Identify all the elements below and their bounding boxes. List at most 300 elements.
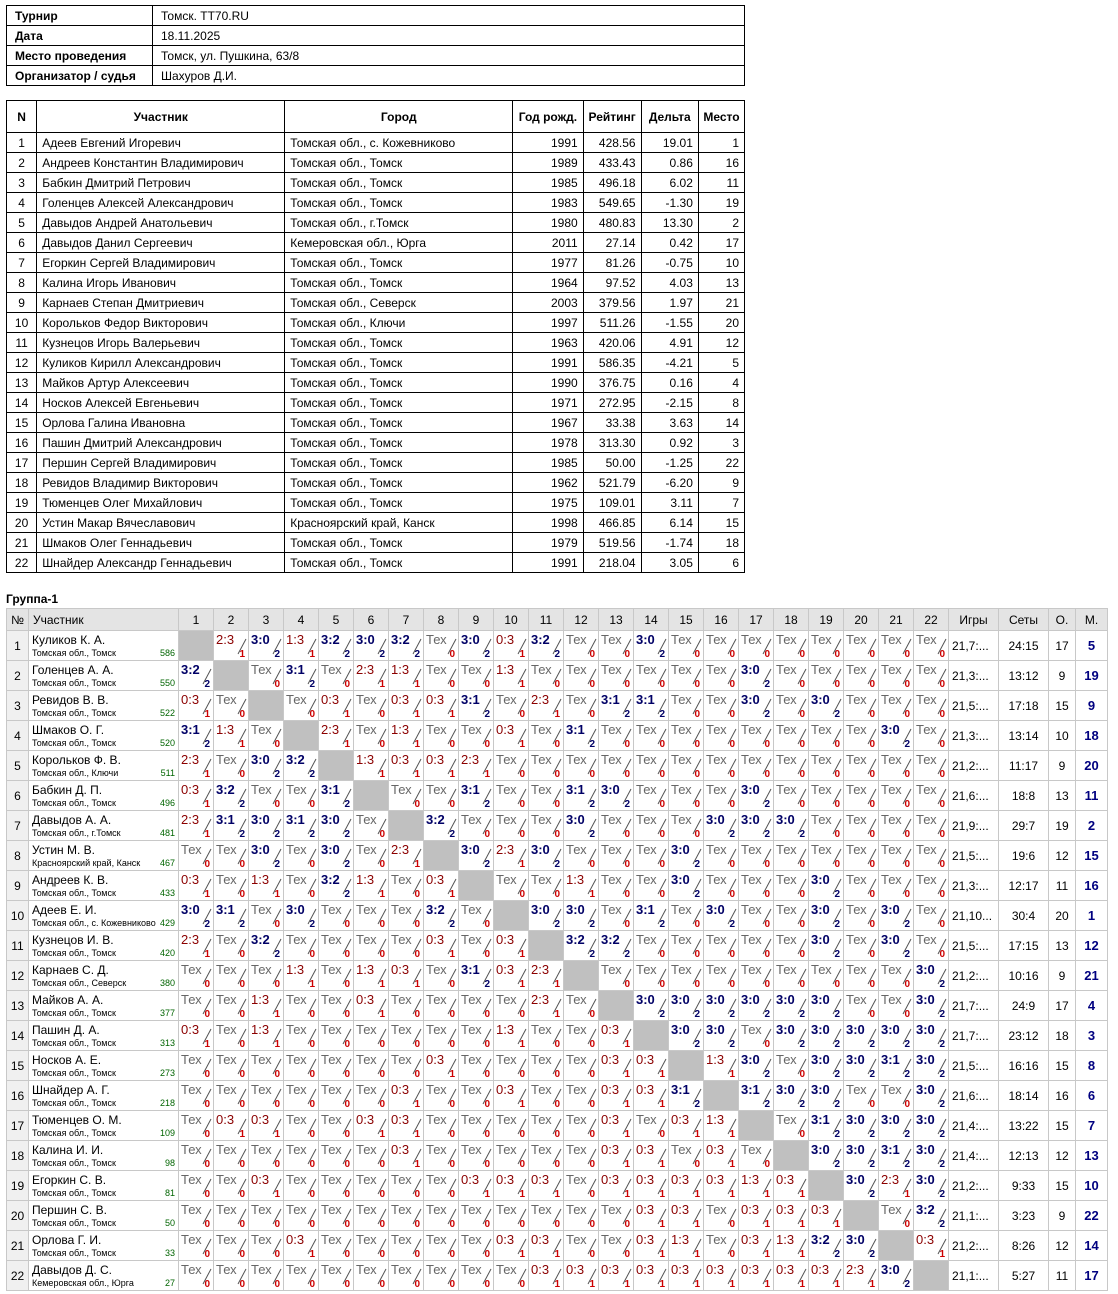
match-points: 2 xyxy=(904,919,910,930)
match-result-cell xyxy=(319,1051,354,1081)
match-score: Тех xyxy=(286,1262,307,1277)
match-points: 0 xyxy=(904,1009,910,1020)
grid-header: Игры xyxy=(949,609,999,631)
participant-cell: Адеев Евгений Игоревич xyxy=(37,133,285,153)
match-result-cell xyxy=(844,1081,879,1111)
match-points: 1 xyxy=(764,1279,770,1290)
match-points: 2 xyxy=(239,829,245,840)
participant-cell: 379.56 xyxy=(583,293,641,313)
match-points: 0 xyxy=(834,859,840,870)
match-score: 3:0 xyxy=(811,902,830,917)
match-score: Тех xyxy=(356,902,377,917)
row-number: 7 xyxy=(7,811,29,841)
match-points: 1 xyxy=(729,1129,735,1140)
participant-cell: Томская обл., Северск xyxy=(285,293,513,313)
participant-cell: Томская обл., Томск xyxy=(285,553,513,573)
match-score: 3:0 xyxy=(846,1112,865,1127)
match-result-cell xyxy=(179,661,214,691)
match-points: 0 xyxy=(764,949,770,960)
match-result-cell xyxy=(319,1231,354,1261)
match-points: 2 xyxy=(309,829,315,840)
match-score: 0:3 xyxy=(531,1262,550,1277)
player-rating: 586 xyxy=(159,648,175,658)
match-score: Тех xyxy=(671,932,692,947)
match-result-cell xyxy=(739,1261,774,1291)
row-number: 17 xyxy=(7,1111,29,1141)
match-score: Тех xyxy=(426,1202,447,1217)
match-points: 0 xyxy=(204,1099,210,1110)
participant-cell: 1979 xyxy=(513,533,584,553)
match-points: 2 xyxy=(764,1009,770,1020)
match-score: 0:3 xyxy=(181,782,200,797)
match-result-cell xyxy=(319,781,354,811)
participants-header: Год рожд. xyxy=(513,101,584,133)
match-result-cell xyxy=(284,901,319,931)
match-points: 2 xyxy=(449,919,455,930)
match-score: 1:3 xyxy=(251,1022,270,1037)
player-cell xyxy=(29,901,179,931)
match-points: 0 xyxy=(554,1069,560,1080)
match-points: 0 xyxy=(379,1069,385,1080)
match-result-cell xyxy=(914,871,949,901)
match-score: 3:0 xyxy=(881,902,900,917)
match-points: 2 xyxy=(659,709,665,720)
participant-cell: Корольков Федор Викторович xyxy=(37,313,285,333)
games-cell: 21,5:... xyxy=(949,841,999,871)
match-result-cell xyxy=(214,931,249,961)
match-score: Тех xyxy=(391,992,412,1007)
match-score: Тех xyxy=(391,1052,412,1067)
match-result-cell xyxy=(529,721,564,751)
grid-row xyxy=(7,1141,1108,1171)
match-score: Тех xyxy=(216,1142,237,1157)
place-cell: 12 xyxy=(1076,931,1108,961)
match-result-cell xyxy=(319,1111,354,1141)
match-score: 1:3 xyxy=(286,962,305,977)
place-cell: 19 xyxy=(1076,661,1108,691)
match-points: 1 xyxy=(414,679,420,690)
match-score: Тех xyxy=(251,902,272,917)
participant-cell: 0.16 xyxy=(641,373,698,393)
participant-cell: 20 xyxy=(698,313,744,333)
match-points: 0 xyxy=(659,979,665,990)
match-score: Тех xyxy=(251,1232,272,1247)
match-points: 0 xyxy=(834,799,840,810)
match-result-cell xyxy=(809,901,844,931)
grid-header: 12 xyxy=(564,609,599,631)
match-score: Тех xyxy=(321,962,342,977)
match-points: 1 xyxy=(659,1249,665,1260)
participant-cell: 511.26 xyxy=(583,313,641,333)
match-result-cell xyxy=(284,1021,319,1051)
match-points: 0 xyxy=(484,1039,490,1050)
player-name: Орлова Г. И. xyxy=(32,1233,102,1247)
participant-cell: 19 xyxy=(7,493,37,513)
match-result-cell xyxy=(669,781,704,811)
match-points: 0 xyxy=(309,709,315,720)
match-score: 3:0 xyxy=(636,992,655,1007)
match-points: 0 xyxy=(379,1099,385,1110)
match-result-cell xyxy=(564,871,599,901)
points-cell: 13 xyxy=(1049,931,1076,961)
player-city: Томская обл., Томск xyxy=(32,1248,116,1258)
participant-row xyxy=(7,173,745,193)
participant-cell: Томская обл., с. Кожевниково xyxy=(285,133,513,153)
points-cell: 17 xyxy=(1049,991,1076,1021)
participant-cell: 376.75 xyxy=(583,373,641,393)
player-city: Томская обл., Томск xyxy=(32,1038,116,1048)
match-points: 0 xyxy=(799,1129,805,1140)
match-points: 2 xyxy=(939,1219,945,1230)
match-score: 0:3 xyxy=(426,1052,445,1067)
match-score: 1:3 xyxy=(251,992,270,1007)
points-cell: 9 xyxy=(1049,1201,1076,1231)
match-score: 3:1 xyxy=(811,1112,830,1127)
match-result-cell xyxy=(914,1051,949,1081)
match-result-cell xyxy=(599,871,634,901)
match-result-cell xyxy=(704,811,739,841)
match-points: 0 xyxy=(554,739,560,750)
match-score: Тех xyxy=(496,872,517,887)
match-points: 2 xyxy=(274,829,280,840)
match-result-cell xyxy=(249,1111,284,1141)
match-points: 0 xyxy=(449,799,455,810)
match-result-cell xyxy=(389,841,424,871)
match-points: 0 xyxy=(309,1219,315,1230)
match-points: 0 xyxy=(449,1129,455,1140)
match-points: 1 xyxy=(309,979,315,990)
match-score: 0:3 xyxy=(391,752,410,767)
match-score: 3:0 xyxy=(811,1082,830,1097)
match-points: 0 xyxy=(729,889,735,900)
match-result-cell xyxy=(494,781,529,811)
games-cell: 21,6:... xyxy=(949,781,999,811)
match-points: 0 xyxy=(624,919,630,930)
player-rating: 467 xyxy=(159,858,175,868)
participant-cell: 27.14 xyxy=(583,233,641,253)
match-score: 3:0 xyxy=(881,1022,900,1037)
match-result-cell xyxy=(494,991,529,1021)
participant-cell: 16 xyxy=(7,433,37,453)
match-result-cell xyxy=(739,901,774,931)
match-points: 0 xyxy=(939,769,945,780)
match-points: 0 xyxy=(694,919,700,930)
match-points: 0 xyxy=(589,1189,595,1200)
match-points: 0 xyxy=(554,799,560,810)
match-score: 3:0 xyxy=(671,842,690,857)
match-points: 2 xyxy=(624,799,630,810)
row-number: 16 xyxy=(7,1081,29,1111)
match-points: 0 xyxy=(484,1129,490,1140)
match-score: 3:1 xyxy=(636,902,655,917)
grid-row xyxy=(7,661,1108,691)
match-result-cell xyxy=(459,961,494,991)
match-score: Тех xyxy=(636,932,657,947)
match-score: Тех xyxy=(601,722,622,737)
match-points: 2 xyxy=(729,829,735,840)
match-score: Тех xyxy=(846,722,867,737)
match-score: Тех xyxy=(216,842,237,857)
grid-row xyxy=(7,841,1108,871)
match-points: 1 xyxy=(799,1219,805,1230)
match-result-cell xyxy=(354,931,389,961)
match-result-cell xyxy=(249,781,284,811)
match-score: Тех xyxy=(531,1142,552,1157)
match-points: 0 xyxy=(939,829,945,840)
match-score: 3:1 xyxy=(601,692,620,707)
match-result-cell xyxy=(319,1171,354,1201)
match-result-cell xyxy=(739,1141,774,1171)
match-result-cell xyxy=(564,1051,599,1081)
match-result-cell xyxy=(879,661,914,691)
match-result-cell xyxy=(704,631,739,661)
match-score: Тех xyxy=(881,662,902,677)
match-points: 0 xyxy=(694,679,700,690)
match-points: 1 xyxy=(344,739,350,750)
match-result-cell xyxy=(424,721,459,751)
match-score: 3:0 xyxy=(916,1052,935,1067)
match-points: 2 xyxy=(659,919,665,930)
match-result-cell xyxy=(879,961,914,991)
match-result-cell xyxy=(249,931,284,961)
participant-cell: 496.18 xyxy=(583,173,641,193)
match-result-cell xyxy=(669,901,704,931)
match-score: Тех xyxy=(601,1232,622,1247)
match-result-cell xyxy=(879,1141,914,1171)
player-rating: 109 xyxy=(159,1128,175,1138)
player-cell xyxy=(29,631,179,661)
info-row xyxy=(7,6,745,26)
match-score: Тех xyxy=(426,1262,447,1277)
match-score: Тех xyxy=(636,662,657,677)
grid-header: М. xyxy=(1076,609,1108,631)
match-points: 0 xyxy=(729,739,735,750)
match-score: 3:1 xyxy=(671,1082,690,1097)
match-result-cell xyxy=(564,721,599,751)
match-score: 3:0 xyxy=(706,992,725,1007)
match-score: 3:0 xyxy=(811,932,830,947)
match-result-cell xyxy=(214,961,249,991)
match-result-cell xyxy=(459,1111,494,1141)
match-result-cell xyxy=(214,871,249,901)
match-result-cell xyxy=(389,871,424,901)
match-result-cell xyxy=(494,751,529,781)
match-score: Тех xyxy=(636,1112,657,1127)
match-points: 0 xyxy=(939,709,945,720)
match-score: Тех xyxy=(181,1262,202,1277)
match-points: 1 xyxy=(344,709,350,720)
match-score: Тех xyxy=(846,752,867,767)
row-number: 4 xyxy=(7,721,29,751)
match-points: 0 xyxy=(379,1159,385,1170)
match-points: 2 xyxy=(904,949,910,960)
match-result-cell xyxy=(319,661,354,691)
games-cell: 21,7:... xyxy=(949,1021,999,1051)
match-points: 0 xyxy=(344,919,350,930)
match-score: Тех xyxy=(741,872,762,887)
player-cell xyxy=(29,691,179,721)
match-result-cell xyxy=(459,931,494,961)
match-score: Тех xyxy=(531,1022,552,1037)
match-points: 0 xyxy=(939,889,945,900)
participant-cell: Томская обл., Томск xyxy=(285,153,513,173)
match-result-cell xyxy=(424,991,459,1021)
match-score: Тех xyxy=(391,782,412,797)
match-points: 0 xyxy=(379,1219,385,1230)
match-result-cell xyxy=(319,691,354,721)
match-points: 1 xyxy=(379,769,385,780)
match-result-cell xyxy=(389,1201,424,1231)
match-points: 0 xyxy=(904,979,910,990)
match-result-cell xyxy=(774,901,809,931)
match-result-cell xyxy=(599,691,634,721)
match-points: 0 xyxy=(869,769,875,780)
match-score: Тех xyxy=(216,752,237,767)
match-points: 0 xyxy=(939,799,945,810)
match-points: 1 xyxy=(519,649,525,660)
match-score: Тех xyxy=(461,1142,482,1157)
match-score: Тех xyxy=(706,632,727,647)
match-points: 1 xyxy=(309,1249,315,1260)
match-result-cell xyxy=(459,901,494,931)
match-result-cell xyxy=(459,841,494,871)
place-cell: 3 xyxy=(1076,1021,1108,1051)
participant-cell: 9 xyxy=(698,473,744,493)
match-score: Тех xyxy=(496,1112,517,1127)
match-result-cell xyxy=(214,781,249,811)
match-score: Тех xyxy=(706,1202,727,1217)
participant-cell: -1.30 xyxy=(641,193,698,213)
match-result-cell xyxy=(739,1171,774,1201)
match-result-cell xyxy=(284,1141,319,1171)
match-points: 1 xyxy=(694,1279,700,1290)
participant-cell: Томская обл., Томск xyxy=(285,533,513,553)
match-result-cell xyxy=(809,1021,844,1051)
player-name: Бабкин Д. П. xyxy=(32,783,103,797)
participant-cell: 3.63 xyxy=(641,413,698,433)
match-points: 1 xyxy=(834,1219,840,1230)
match-points: 2 xyxy=(939,1129,945,1140)
match-points: 0 xyxy=(834,829,840,840)
match-score: Тех xyxy=(741,842,762,857)
match-points: 0 xyxy=(309,889,315,900)
match-result-cell xyxy=(774,691,809,721)
match-result-cell xyxy=(319,841,354,871)
participants-header: Место xyxy=(698,101,744,133)
match-result-cell xyxy=(844,691,879,721)
match-result-cell xyxy=(599,1171,634,1201)
match-score: Тех xyxy=(776,752,797,767)
match-points: 2 xyxy=(344,799,350,810)
games-cell: 21,2:... xyxy=(949,1171,999,1201)
match-score: Тех xyxy=(776,722,797,737)
match-score: 0:3 xyxy=(636,1142,655,1157)
match-score: Тех xyxy=(846,692,867,707)
match-result-cell xyxy=(634,1201,669,1231)
match-result-cell xyxy=(354,871,389,901)
match-result-cell xyxy=(634,871,669,901)
match-result-cell xyxy=(879,751,914,781)
match-result-cell xyxy=(214,691,249,721)
match-score: Тех xyxy=(811,752,832,767)
participant-cell: Шнайдер Александр Геннадьевич xyxy=(37,553,285,573)
match-points: 2 xyxy=(869,1069,875,1080)
player-name: Шнайдер А. Г. xyxy=(32,1083,110,1097)
player-city: Томская обл., Томск xyxy=(32,1008,116,1018)
match-points: 0 xyxy=(869,859,875,870)
participants-header: Рейтинг xyxy=(583,101,641,133)
match-points: 0 xyxy=(379,709,385,720)
match-points: 0 xyxy=(869,1009,875,1020)
match-result-cell xyxy=(844,991,879,1021)
match-result-cell xyxy=(214,811,249,841)
match-points: 2 xyxy=(344,859,350,870)
match-score: 1:3 xyxy=(671,1232,690,1247)
match-score: Тех xyxy=(706,692,727,707)
match-result-cell xyxy=(424,961,459,991)
match-score: 3:0 xyxy=(881,1262,900,1277)
match-score: 0:3 xyxy=(741,1262,760,1277)
match-points: 1 xyxy=(204,799,210,810)
match-score: Тех xyxy=(881,962,902,977)
match-points: 0 xyxy=(799,709,805,720)
match-score: Тех xyxy=(461,1052,482,1067)
match-points: 0 xyxy=(239,949,245,960)
participant-cell: 0.92 xyxy=(641,433,698,453)
match-points: 2 xyxy=(204,739,210,750)
match-points: 0 xyxy=(729,709,735,720)
match-score: Тех xyxy=(601,662,622,677)
match-result-cell xyxy=(284,1261,319,1291)
match-score: Тех xyxy=(601,842,622,857)
match-score: Тех xyxy=(181,1172,202,1187)
match-result-cell xyxy=(459,1231,494,1261)
match-score: 3:0 xyxy=(741,662,760,677)
match-points: 1 xyxy=(484,1189,490,1200)
match-result-cell xyxy=(879,901,914,931)
match-score: 0:3 xyxy=(426,752,445,767)
match-score: Тех xyxy=(881,692,902,707)
sets-cell: 11:17 xyxy=(999,751,1049,781)
participant-cell: 5 xyxy=(7,213,37,233)
match-points: 2 xyxy=(939,1069,945,1080)
match-score: Тех xyxy=(461,1202,482,1217)
match-score: Тех xyxy=(216,692,237,707)
participant-cell: -0.75 xyxy=(641,253,698,273)
participants-header: Город xyxy=(285,101,513,133)
match-points: 0 xyxy=(799,859,805,870)
match-score: 0:3 xyxy=(181,692,200,707)
match-score: Тех xyxy=(356,842,377,857)
match-result-cell xyxy=(249,721,284,751)
match-result-cell xyxy=(459,991,494,1021)
participant-row xyxy=(7,373,745,393)
match-points: 2 xyxy=(799,1039,805,1050)
match-points: 0 xyxy=(694,769,700,780)
match-result-cell xyxy=(214,901,249,931)
match-points: 2 xyxy=(554,649,560,660)
player-city: Томская обл., Томск xyxy=(32,1188,116,1198)
match-points: 0 xyxy=(274,1219,280,1230)
match-points: 0 xyxy=(344,979,350,990)
participants-header: Дельта xyxy=(641,101,698,133)
grid-row xyxy=(7,811,1108,841)
match-result-cell xyxy=(529,1081,564,1111)
match-result-cell xyxy=(809,991,844,1021)
match-score: Тех xyxy=(531,752,552,767)
participant-cell: 272.95 xyxy=(583,393,641,413)
match-score: Тех xyxy=(776,1112,797,1127)
